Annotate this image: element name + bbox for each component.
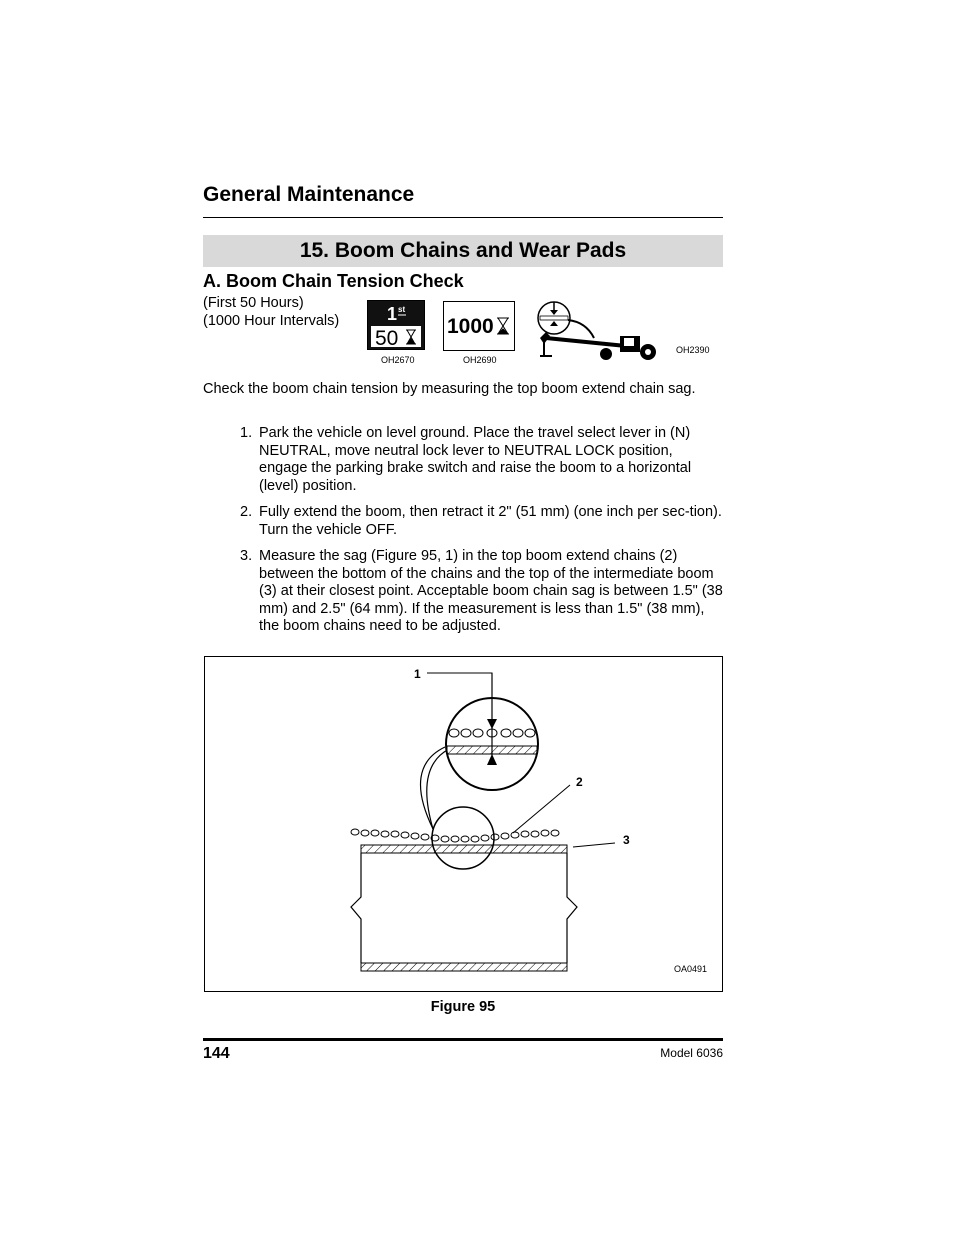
step-item — [240, 504, 723, 539]
interval-hours: 1000 — [447, 315, 494, 338]
section-title: General Maintenance — [203, 183, 415, 206]
header-rule — [203, 217, 723, 218]
step-number: 1. — [240, 425, 253, 441]
first-interval: (First 50 Hours) — [203, 295, 304, 311]
step-item — [240, 548, 723, 636]
callout-3: 3 — [623, 833, 630, 847]
service-intervals — [203, 294, 339, 330]
model-label: Model 6036 — [660, 1046, 723, 1060]
step-number: 2. — [240, 504, 253, 520]
svg-text:st: st — [398, 305, 406, 314]
step-text: Fully extend the boom, then retract it 2" (51 mm) (one inch per sec-tion). Turn the vehicle OFF. — [259, 504, 722, 538]
telehandler-boom-chain-icon — [536, 298, 664, 360]
callout-1: 1 — [414, 667, 421, 681]
chapter-title: 15. Boom Chains and Wear Pads — [299, 239, 627, 262]
icon-code-oh2670: OH2670 — [381, 355, 415, 365]
icon-code-oh2690: OH2690 — [463, 355, 497, 365]
first-50-hours-icon — [367, 300, 425, 350]
step-text: Measure the sag (Figure 95, 1) in the top boom extend chains (2) between the bottom of the chains and the top of the intermediate boom (3) at their closest point. Acceptable boom chain sag is between 1.5" (38 mm) and 2.5" (64 mm). If the measurement is less than 1.5" (38 mm), the boom chains need to be adjusted. — [259, 548, 723, 634]
procedure-steps — [240, 425, 723, 645]
first-service-hours: 50 — [375, 327, 399, 350]
figure-caption: Figure 95 — [430, 999, 496, 1015]
step-number: 3. — [240, 548, 253, 564]
step-item — [240, 425, 723, 495]
recurring-interval: (1000 Hour Intervals) — [203, 313, 340, 329]
callout-2: 2 — [576, 775, 583, 789]
svg-text:1: 1 — [387, 304, 398, 324]
figure-95-frame — [204, 656, 723, 992]
page-number: 144 — [203, 1045, 230, 1062]
subsection-title: A. Boom Chain Tension Check — [203, 271, 464, 291]
figure-code: OA0491 — [674, 964, 708, 974]
boom-chain-sag-diagram — [205, 657, 722, 991]
chapter-banner — [203, 235, 723, 267]
icon-code-oh2390: OH2390 — [676, 345, 710, 355]
footer-rule — [203, 1038, 723, 1041]
intro-paragraph: Check the boom chain tension by measuring the top boom extend chain sag. — [203, 381, 696, 397]
step-text: Park the vehicle on level ground. Place the travel select lever in (N) NEUTRAL, move neutral lock lever to NEUTRAL LOCK position, engage the parking brake switch and raise the boom to a horizontal (level) position. — [259, 425, 692, 494]
hourglass-1000-icon — [443, 301, 515, 351]
